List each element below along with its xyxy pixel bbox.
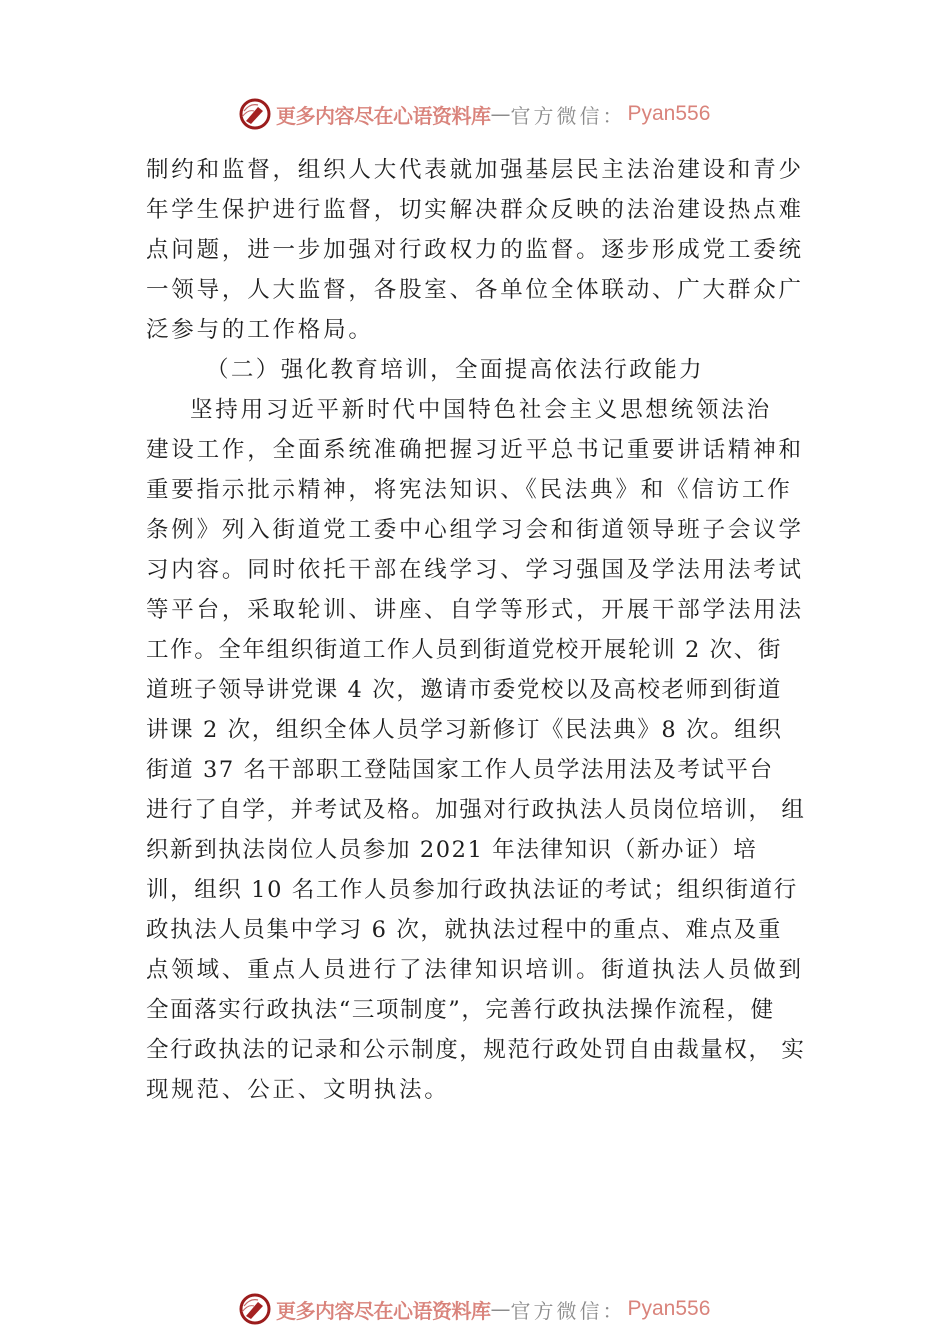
- pen-logo-icon: [238, 1292, 272, 1326]
- paragraph-1: [146, 150, 826, 350]
- text-line: 制约和监督，组织人大代表就加强基层民主法治建设和青少: [146, 157, 804, 183]
- document-page: [146, 150, 826, 1110]
- wechat-label: 官方微信：: [510, 103, 626, 128]
- text-line: 进行了自学，并考试及格。加强对行政执法人员岗位培训， 组: [146, 797, 806, 823]
- text-line: 织新到执法岗位人员参加 2021 年法律知识（新办证）培: [146, 837, 758, 863]
- section-heading: （二）强化教育培训，全面提高依法行政能力: [206, 357, 705, 383]
- text-line: 点问题，进一步加强对行政权力的监督。逐步形成党工委统: [146, 237, 804, 263]
- text-line: 重要指示批示精神，将宪法知识、《民法典》和《信访工作: [146, 477, 793, 503]
- text-line: 坚持用习近平新时代中国特色社会主义思想统领法治: [190, 397, 772, 423]
- wechat-id: Pyan556: [627, 1297, 711, 1320]
- footer-banner: [238, 1289, 738, 1329]
- text-line: 点领域、重点人员进行了法律知识培训。街道执法人员做到: [146, 957, 804, 983]
- text-line: 一领导，人大监督，各股室、各单位全体联动、广大群众广: [146, 277, 804, 303]
- text-line: 训，组织 10 名工作人员参加行政执法证的考试；组织街道行: [146, 877, 798, 903]
- text-line: 现规范、公正、文明执法。: [146, 1077, 450, 1103]
- pen-logo-icon: [238, 97, 272, 131]
- banner-dash: —: [490, 102, 511, 126]
- wechat-id: Pyan556: [627, 102, 711, 125]
- text-line: 年学生保护进行监督，切实解决群众反映的法治建设热点难: [146, 197, 804, 223]
- text-line: 街道 37 名干部职工登陆国家工作人员学法用法及考试平台: [146, 757, 774, 783]
- text-line: 建设工作，全面系统准确把握习近平总书记重要讲话精神和: [146, 437, 804, 463]
- wechat-label: 官方微信：: [510, 1298, 626, 1323]
- text-line: 习内容。同时依托干部在线学习、学习强国及学法用法考试: [146, 557, 804, 583]
- header-banner: [238, 94, 738, 134]
- banner-dash: —: [490, 1297, 511, 1321]
- text-line: 等平台，采取轮训、讲座、自学等形式，开展干部学法用法: [146, 597, 804, 623]
- text-line: 全行政执法的记录和公示制度，规范行政处罚自由裁量权， 实: [146, 1037, 806, 1063]
- text-line: 条例》列入街道党工委中心组学习会和街道领导班子会议学: [146, 517, 804, 543]
- paragraph-2: [146, 390, 826, 1110]
- text-line: 道班子领导讲党课 4 次，邀请市委党校以及高校老师到街道: [146, 677, 782, 703]
- text-line: 全面落实行政执法“三项制度”，完善行政执法操作流程，健: [146, 997, 775, 1023]
- text-line: 讲课 2 次，组织全体人员学习新修订《民法典》8 次。组织: [146, 717, 783, 743]
- brand-text: 更多内容尽在心语资料库: [276, 1298, 491, 1323]
- text-line: 政执法人员集中学习 6 次，就执法过程中的重点、难点及重: [146, 917, 782, 943]
- brand-text: 更多内容尽在心语资料库: [276, 103, 491, 128]
- text-line: 泛参与的工作格局。: [146, 317, 374, 343]
- text-line: 工作。全年组织街道工作人员到街道党校开展轮训 2 次、街: [146, 637, 782, 663]
